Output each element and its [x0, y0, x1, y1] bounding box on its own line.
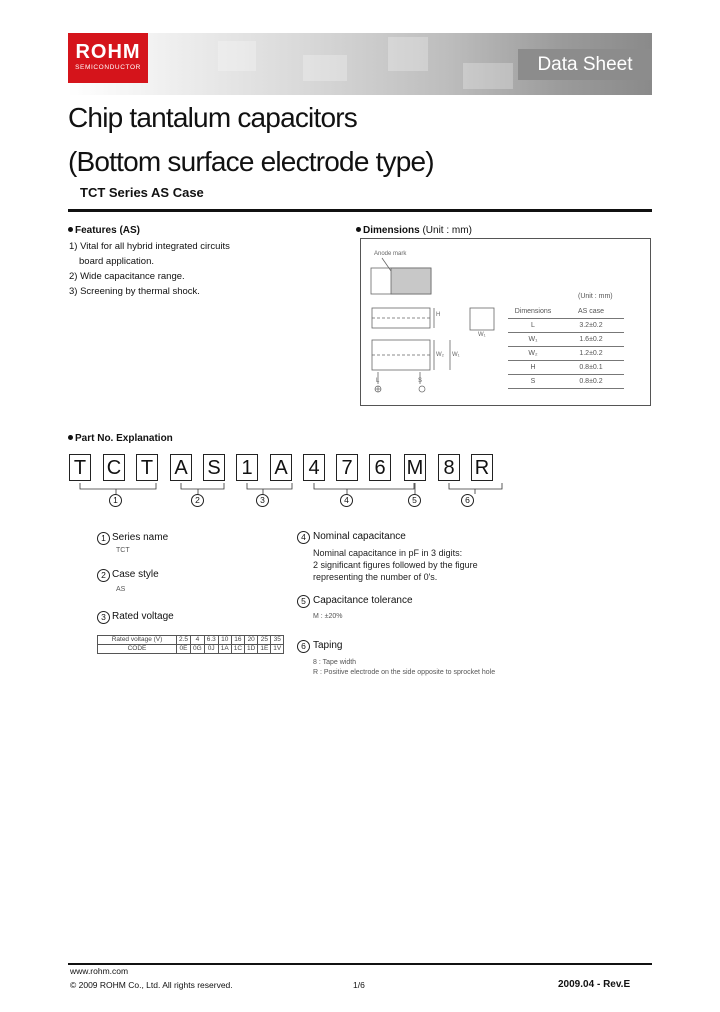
- data-sheet-label: Data Sheet: [518, 49, 652, 80]
- nominal-capacitance-text: Nominal capacitance in pF in 3 digits: 2 significant figures followed by the figure representing the number of 0's.: [313, 548, 478, 582]
- dim-s-label: S: [418, 378, 423, 384]
- table-row: W₁ 1.6±0.2: [508, 333, 624, 347]
- part-group-brackets: [60, 481, 520, 501]
- item-number: 4: [297, 531, 310, 544]
- table-row: L 3.2±0.2: [508, 319, 624, 333]
- table-row: S 0.8±0.2: [508, 375, 624, 389]
- logo-text: ROHM: [75, 41, 141, 63]
- part-no-heading: Part No. Explanation: [68, 433, 173, 444]
- dim-l-label: L: [376, 378, 380, 384]
- dimensions-table: [508, 305, 624, 389]
- dimensions-heading: Dimensions (Unit : mm): [356, 225, 472, 236]
- item-number: 1: [97, 532, 110, 545]
- part-char-box: R: [471, 454, 493, 481]
- part-char-box: 4: [303, 454, 325, 481]
- taping-text: 8 : Tape width R : Positive electrode on the side opposite to sprocket hole: [313, 659, 496, 676]
- group-number-3: 3: [256, 494, 269, 507]
- item-number: 3: [97, 611, 110, 624]
- case-style-value: AS: [116, 586, 126, 593]
- part-char-box: T: [69, 454, 91, 481]
- part-char-box: 6: [369, 454, 391, 481]
- dim-w1-side-label: W₁: [478, 332, 486, 338]
- group-number-2: 2: [191, 494, 204, 507]
- taping-title: Taping: [313, 640, 343, 651]
- bullet-icon: [68, 227, 73, 232]
- feature-item: 1) Vital for all hybrid integrated circuits: [69, 241, 230, 252]
- features-heading: Features (AS): [68, 225, 140, 236]
- footer-url[interactable]: www.rohm.com: [70, 966, 129, 976]
- table-row: Dimensions AS case: [508, 305, 624, 319]
- dim-w2-label: W₂: [436, 352, 444, 358]
- series-name-title: Series name: [112, 532, 169, 543]
- footer-copyright: © 2009 ROHM Co., Ltd. All rights reserved.: [70, 980, 233, 990]
- part-char-box: A: [270, 454, 292, 481]
- tolerance-title: Capacitance tolerance: [313, 595, 413, 606]
- group-number-4: 4: [340, 494, 353, 507]
- footer-revision: 2009.04 - Rev.E: [558, 979, 631, 990]
- table-row: Rated voltage (V) 2.5 4 6.3 10 16 20 25 35: [98, 636, 284, 645]
- anode-mark-label: Anode mark: [374, 251, 407, 257]
- page-number: 1/6: [353, 980, 365, 990]
- features-list: [69, 239, 230, 299]
- part-char-box: C: [103, 454, 125, 481]
- table-row: H 0.8±0.1: [508, 361, 624, 375]
- dim-h-label: H: [436, 312, 441, 318]
- title-line-1: Chip tantalum capacitors: [68, 102, 357, 133]
- table-row: W₂ 1.2±0.2: [508, 347, 624, 361]
- case-style-title: Case style: [112, 569, 159, 580]
- tolerance-value: M : ±20%: [313, 613, 343, 620]
- bullet-icon: [356, 227, 361, 232]
- rohm-logo[interactable]: [68, 33, 148, 83]
- feature-item: board application.: [79, 256, 154, 267]
- item-number: 6: [297, 640, 310, 653]
- rated-voltage-table: [97, 635, 284, 654]
- group-number-6: 6: [461, 494, 474, 507]
- logo-subtext: SEMICONDUCTOR: [75, 64, 141, 71]
- group-number-1: 1: [109, 494, 122, 507]
- rated-voltage-title: Rated voltage: [112, 611, 174, 622]
- series-name-value: TCT: [116, 547, 130, 554]
- part-char-box: 7: [336, 454, 358, 481]
- group-number-5: 5: [408, 494, 421, 507]
- table-unit-note: (Unit : mm): [578, 293, 613, 300]
- nominal-capacitance-title: Nominal capacitance: [313, 531, 406, 542]
- title-line-2: (Bottom surface electrode type): [68, 146, 434, 177]
- item-number: 2: [97, 569, 110, 582]
- feature-item: 3) Screening by thermal shock.: [69, 286, 200, 297]
- part-char-box: A: [170, 454, 192, 481]
- part-char-box: T: [136, 454, 158, 481]
- series-subtitle: TCT Series AS Case: [80, 185, 204, 200]
- part-char-box: 1: [236, 454, 258, 481]
- part-char-box: S: [203, 454, 225, 481]
- part-char-box: 8: [438, 454, 460, 481]
- divider: [68, 209, 652, 212]
- bullet-icon: [68, 435, 73, 440]
- footer-divider: [68, 963, 652, 965]
- dim-w1-label: W₁: [452, 352, 460, 358]
- item-number: 5: [297, 595, 310, 608]
- part-char-box: M: [404, 454, 426, 481]
- feature-item: 2) Wide capacitance range.: [69, 271, 185, 282]
- table-row: CODE 0E 0G 0J 1A 1C 1D 1E 1V: [98, 645, 284, 654]
